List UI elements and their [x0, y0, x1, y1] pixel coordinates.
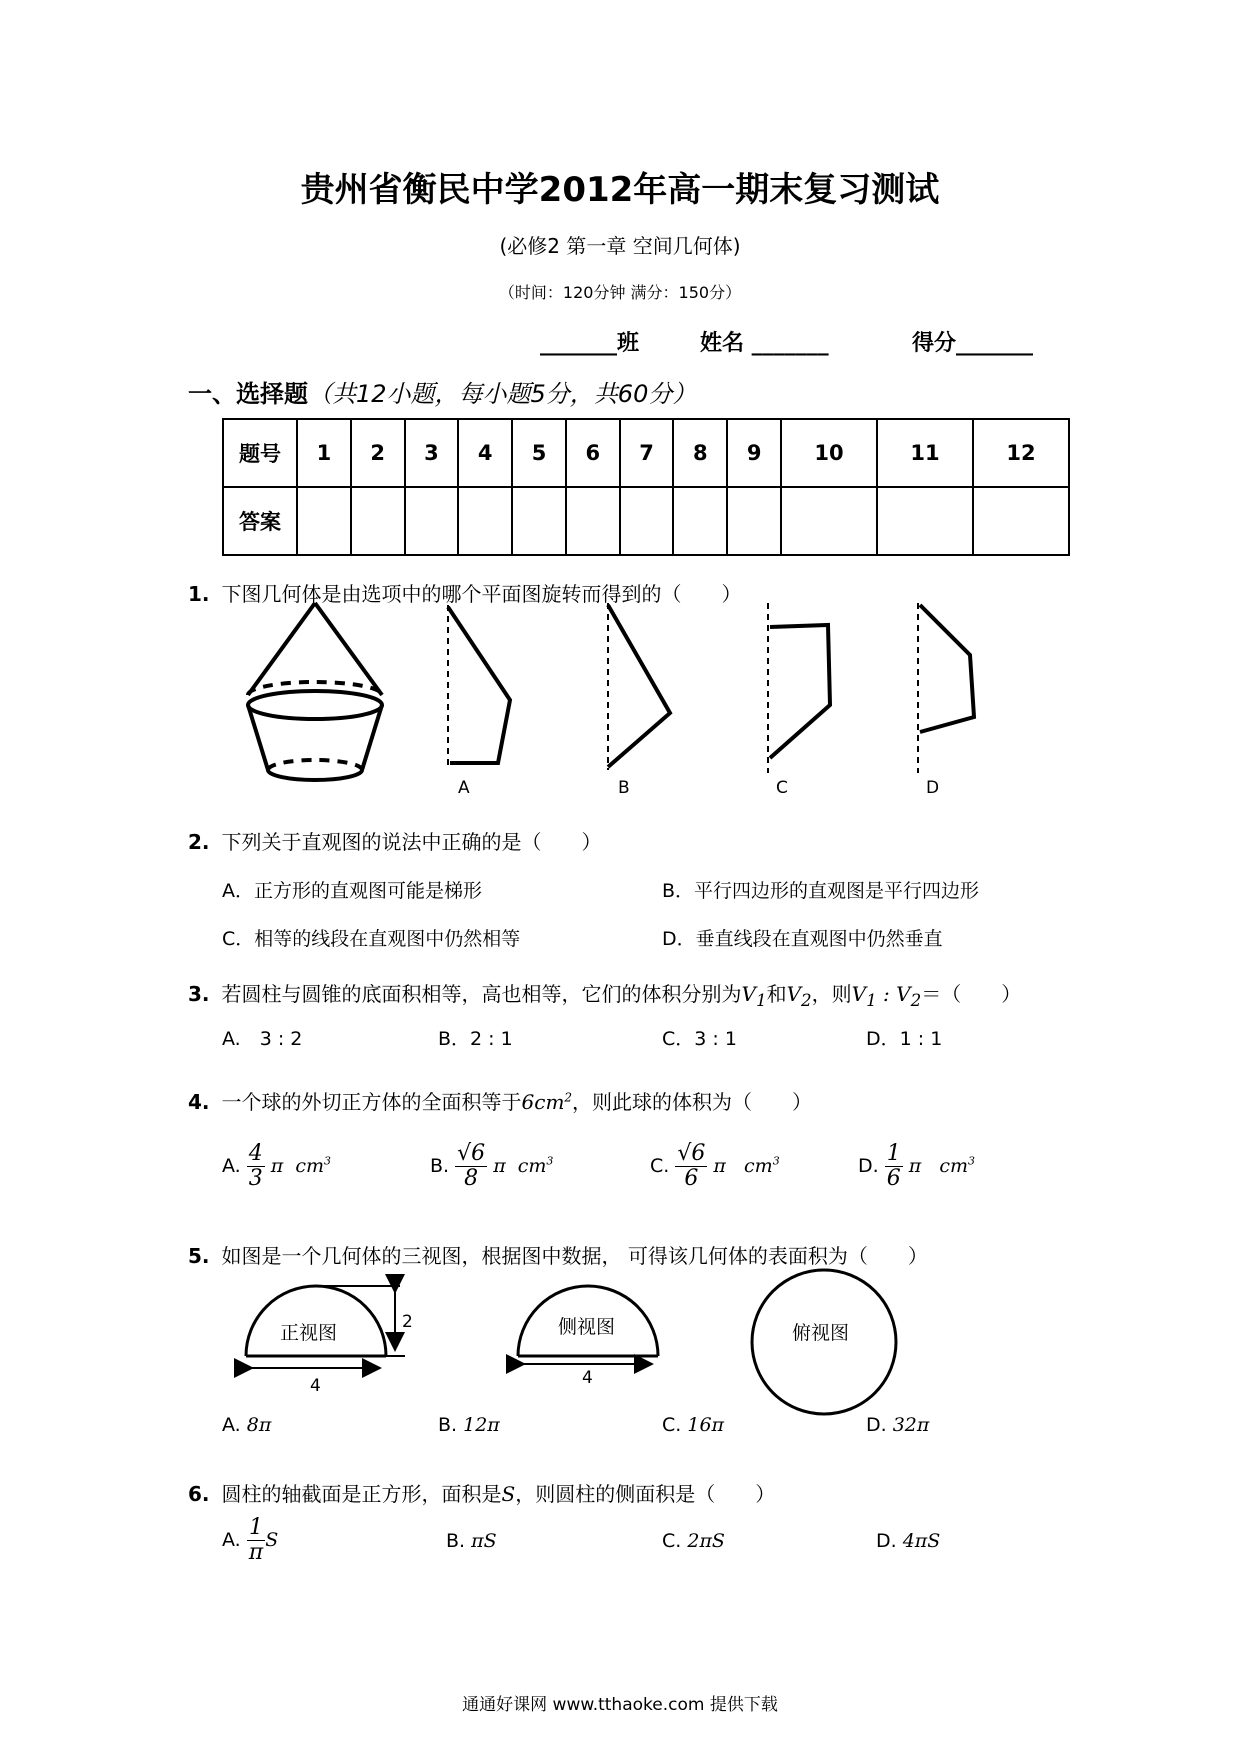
- question-number: 3.: [188, 982, 210, 1006]
- variable-s: S: [265, 1529, 279, 1552]
- answer-cell[interactable]: [973, 487, 1069, 555]
- table-cell-number: 4: [458, 419, 512, 487]
- area-value: 6cm: [521, 1090, 565, 1114]
- q3-option-a[interactable]: A. 3 : 2: [222, 1028, 303, 1050]
- option-label: B.: [430, 1155, 450, 1178]
- option-label: A.: [222, 1529, 241, 1552]
- exam-title: 贵州省衡民中学2012年高一期末复习测试: [300, 170, 940, 210]
- q5-option-c[interactable]: [662, 1414, 724, 1436]
- option-c-figure: [768, 603, 830, 773]
- q6-option-b[interactable]: [446, 1530, 497, 1552]
- question-text: ，则此球的体积为（ ）: [572, 1090, 813, 1114]
- page-footer: 通通好课网 www.tthaoke.com 提供下载: [462, 1695, 778, 1715]
- question-2: [188, 826, 602, 855]
- q2-option-d[interactable]: D．垂直线段在直观图中仍然垂直: [662, 928, 943, 950]
- answer-cell[interactable]: [673, 487, 727, 555]
- option-label: D.: [876, 1530, 897, 1552]
- q4-option-a[interactable]: [222, 1142, 331, 1191]
- answer-cell[interactable]: [405, 487, 459, 555]
- table-header-number: 题号: [223, 419, 297, 487]
- option-value: 16π: [687, 1414, 725, 1436]
- answer-cell[interactable]: [620, 487, 674, 555]
- question-number: 5.: [188, 1244, 210, 1268]
- q6-option-d[interactable]: [876, 1530, 940, 1552]
- width-dimension: 4: [310, 1376, 321, 1396]
- q1-label-c: C: [776, 778, 788, 798]
- pi-cm3: π $cm^3$: [908, 1154, 976, 1178]
- option-value: πS: [471, 1530, 497, 1552]
- q4-option-d[interactable]: [858, 1142, 975, 1191]
- q1-figures: [240, 595, 1000, 805]
- option-label: D.: [866, 1414, 887, 1436]
- fraction: $\frac{4}{3}$: [248, 1141, 263, 1192]
- question-text: 如图是一个几何体的三视图，根据图中数据， 可得该几何体的表面积为（ ）: [221, 1244, 928, 1268]
- answer-cell[interactable]: [566, 487, 620, 555]
- question-text: ，则: [811, 982, 852, 1006]
- q2-option-a[interactable]: A．正方形的直观图可能是梯形: [222, 880, 482, 902]
- fraction: $\frac{1}{6}$: [886, 1141, 901, 1192]
- question-4: [188, 1086, 812, 1115]
- side-view-label: 侧视图: [558, 1316, 616, 1338]
- ratio-expression: $V_1$ : $V_2$: [851, 982, 922, 1010]
- q5-three-views: [240, 1280, 960, 1410]
- fraction: $\frac{1}{\pi}$: [248, 1515, 264, 1566]
- q2-option-b[interactable]: B．平行四边形的直观图是平行四边形: [662, 880, 980, 902]
- time-info: （时间：120分钟 满分：150分）: [498, 283, 742, 302]
- v2-symbol: $V_2$: [786, 982, 812, 1010]
- option-b-figure: [608, 603, 670, 770]
- answer-cell[interactable]: [351, 487, 405, 555]
- option-label: C.: [662, 1530, 682, 1552]
- answer-table: [222, 418, 1070, 556]
- answer-cell[interactable]: [877, 487, 973, 555]
- table-cell-number: 12: [973, 419, 1069, 487]
- name-field: 姓名 _______: [700, 331, 829, 356]
- table-cell-number: 11: [877, 419, 973, 487]
- question-text: 若圆柱与圆锥的底面积相等，高也相等，它们的体积分别为: [221, 982, 742, 1006]
- q6-option-c[interactable]: [662, 1530, 725, 1552]
- question-text: 下图几何体是由选项中的哪个平面图旋转而得到的（ ）: [221, 582, 742, 606]
- table-cell-number: 9: [727, 419, 781, 487]
- pi-cm3: π $cm^3$: [270, 1154, 332, 1178]
- q5-option-d[interactable]: [866, 1414, 929, 1436]
- table-cell-number: 10: [781, 419, 877, 487]
- score-field: 得分_______: [912, 331, 1034, 356]
- q1-label-b: B: [618, 778, 630, 798]
- question-3: [188, 978, 1021, 1010]
- section-heading: [188, 374, 696, 409]
- option-d-figure: [918, 603, 974, 773]
- answer-table-answer-row: [223, 487, 1069, 555]
- question-number: 2.: [188, 830, 210, 854]
- q4-option-b[interactable]: [430, 1142, 553, 1191]
- option-label: B.: [438, 1414, 458, 1436]
- question-text: 一个球的外切正方体的全面积等于: [221, 1090, 522, 1114]
- width-dimension: 4: [582, 1368, 593, 1388]
- question-number: 6.: [188, 1482, 210, 1506]
- q1-label-a: A: [458, 778, 470, 798]
- answer-cell[interactable]: [727, 487, 781, 555]
- table-cell-number: 8: [673, 419, 727, 487]
- table-cell-number: 7: [620, 419, 674, 487]
- option-label: C.: [650, 1155, 670, 1178]
- option-value: 8π: [246, 1414, 272, 1436]
- table-cell-number: 2: [351, 419, 405, 487]
- q4-option-c[interactable]: [650, 1142, 780, 1191]
- question-5: [188, 1240, 928, 1269]
- q2-option-c[interactable]: C．相等的线段在直观图中仍然相等: [222, 928, 521, 950]
- table-cell-number: 6: [566, 419, 620, 487]
- question-text: 下列关于直观图的说法中正确的是（ ）: [221, 830, 602, 854]
- variable-s: S: [501, 1482, 516, 1506]
- front-view-label: 正视图: [280, 1322, 338, 1344]
- fraction: $\frac{√6}{8}$: [457, 1141, 486, 1192]
- question-number: 4.: [188, 1090, 210, 1114]
- top-view-label: 俯视图: [792, 1322, 850, 1344]
- option-label: A.: [222, 1155, 241, 1178]
- fraction: $\frac{√6}{6}$: [677, 1141, 706, 1192]
- class-field: _______班: [540, 331, 640, 356]
- option-label: C.: [662, 1414, 682, 1436]
- table-cell-number: 3: [405, 419, 459, 487]
- q3-option-d[interactable]: D．1 : 1: [866, 1028, 943, 1050]
- answer-cell[interactable]: [458, 487, 512, 555]
- section-label: 一、选择题: [188, 380, 308, 408]
- option-value: 4πS: [902, 1530, 941, 1552]
- q1-label-d: D: [926, 778, 940, 798]
- question-number: 1.: [188, 582, 210, 606]
- area-exponent: 2: [564, 1090, 573, 1105]
- height-dimension: 2: [402, 1312, 413, 1332]
- q3-option-b[interactable]: B．2 : 1: [438, 1028, 513, 1050]
- answer-cell[interactable]: [297, 487, 351, 555]
- v1-symbol: $V_1$: [741, 982, 767, 1010]
- question-text: 和: [766, 982, 787, 1006]
- pi-cm3: π $cm^3$: [713, 1154, 780, 1178]
- question-text: ，则圆柱的侧面积是（ ）: [515, 1482, 776, 1506]
- q6-option-a[interactable]: [222, 1516, 278, 1565]
- option-label: A.: [222, 1414, 241, 1436]
- q5-option-a[interactable]: [222, 1414, 271, 1436]
- answer-cell[interactable]: [512, 487, 566, 555]
- table-cell-number: 1: [297, 419, 351, 487]
- option-label: B.: [446, 1530, 466, 1552]
- option-value: 32π: [892, 1414, 930, 1436]
- option-value: 12π: [463, 1414, 500, 1436]
- question-text: ＝（ ）: [921, 982, 1022, 1006]
- table-header-answer: 答案: [223, 487, 297, 555]
- solid-figure: [248, 603, 382, 780]
- answer-table-header-row: [223, 419, 1069, 487]
- question-6: [188, 1478, 775, 1507]
- option-label: D.: [858, 1155, 879, 1178]
- option-value: 2πS: [687, 1530, 725, 1552]
- exam-subtitle: (必修2 第一章 空间几何体): [499, 234, 741, 258]
- table-cell-number: 5: [512, 419, 566, 487]
- pi-cm3: π $cm^3$: [493, 1154, 554, 1178]
- answer-cell[interactable]: [781, 487, 877, 555]
- q5-option-b[interactable]: [438, 1414, 500, 1436]
- section-note: （共12小题，每小题5分，共60分）: [308, 380, 697, 408]
- option-a-figure: [448, 605, 510, 765]
- question-text: 圆柱的轴截面是正方形，面积是: [221, 1482, 502, 1506]
- q3-option-c[interactable]: C．3 : 1: [662, 1028, 737, 1050]
